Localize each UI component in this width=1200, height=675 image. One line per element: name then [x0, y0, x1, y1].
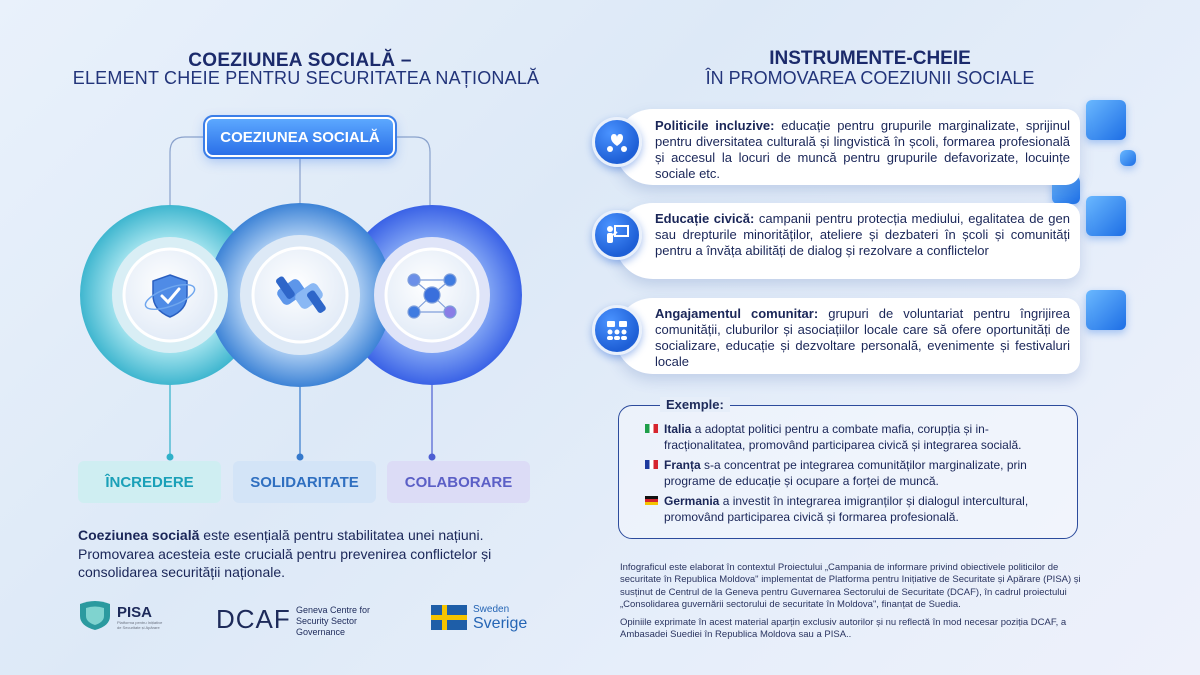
cube-decoration: [1086, 196, 1126, 236]
community-group-icon: [592, 305, 642, 355]
inclusion-hearts-icon: [592, 117, 642, 167]
card-community-text: [655, 306, 1070, 369]
left-title-line2: ELEMENT CHEIE PENTRU SECURITATEA NAȚIONALĂ: [72, 68, 540, 88]
pisa-subtitle: Platforma pentru Inițiative de Securitate și Apărare: [117, 620, 163, 630]
example-germany: [645, 493, 1070, 525]
card-civic-body: campanii pentru protecția mediului, egalitatea de gen sau drepturile minorităților, ateliere și dezbateri în școli și comunități pentru a învăța abilități de dialog și rezolvare a conflictelor: [655, 211, 1070, 258]
card-inclusive-text: [655, 118, 1070, 181]
dcaf-name: DCAF: [216, 604, 291, 634]
pillar-label-trust: ÎNCREDERE: [78, 461, 221, 503]
left-description: [78, 526, 548, 582]
sverige-label: Sverige: [473, 615, 528, 632]
germany-flag-icon: [645, 496, 658, 505]
card-inclusive-title: Politicile incluzive:: [655, 118, 775, 133]
card-community-title: Angajamentul comunitar:: [655, 306, 819, 321]
pisa-logo-icon: [76, 600, 114, 632]
italy-flag-icon: [645, 424, 658, 433]
pillar-label-collaboration: COLABORARE: [387, 461, 530, 503]
card-civic-text: [655, 211, 1070, 259]
example-france-country: Franța: [664, 458, 701, 472]
footnote-disclaimer: Opiniile exprimate în acest material aparțin exclusiv autorilor și nu reflectă în mod necesar poziția DCAF, a Ambasadei Suediei în Republica Moldova sau a PISA..: [620, 617, 1067, 641]
example-italy-country: Italia: [664, 422, 692, 436]
example-italy: [645, 421, 1070, 453]
cube-decoration: [1120, 150, 1136, 166]
pillars-diagram: [0, 0, 600, 470]
pillar-label-solidarity: SOLIDARITATE: [233, 461, 376, 503]
example-germany-country: Germania: [664, 494, 720, 508]
examples-label: Exemple:: [660, 397, 730, 412]
card-inclusive-body: educație pentru grupurile marginalizate, sprijinul pentru diversitatea culturală și lingvistică în școli, formarea profesională și accesul la locuri de muncă pentru grupurile defavorizate, locuințe sociale etc.: [655, 118, 1070, 181]
cube-decoration: [1086, 100, 1126, 140]
pisa-name: PISA: [117, 604, 153, 621]
france-flag-icon: [645, 460, 658, 469]
right-title-line2: ÎN PROMOVAREA COEZIUNII SOCIALE: [705, 68, 1035, 88]
example-france: [645, 457, 1070, 489]
example-france-line2: programe de educație și ocupare a forței de muncă.: [664, 474, 939, 489]
card-community-body: grupuri de voluntariat pentru îngrijirea comunității, cluburilor și asociațiilor locale care să ofere oportunități de socializare, educație și dezvoltare personală, evenimente și festivaluri locale: [655, 306, 1070, 369]
example-germany-line2: promovând participarea civică și formarea profesională.: [664, 510, 959, 525]
teacher-board-icon: [592, 210, 642, 260]
example-italy-line1: a adoptat politici pentru a combate mafia, corupția și in-: [691, 422, 989, 436]
social-cohesion-box: COEZIUNEA SOCIALĂ: [205, 117, 395, 157]
description-rest: este esențială pentru stabilitatea unei națiuni. Promovarea acesteia este crucială pentru prevenirea conflictelor și consolidarea securității naționale.: [78, 527, 492, 581]
example-france-line1: s-a concentrat pe integrarea comunităților marginalizate, prin: [700, 458, 1027, 472]
dcaf-subtitle: Geneva Centre for Security Sector Governance: [296, 605, 371, 637]
sweden-label: Sweden: [473, 604, 510, 615]
left-title-line1: COEZIUNEA SOCIALĂ –: [188, 50, 412, 71]
card-civic-title: Educație civică:: [655, 211, 755, 226]
right-title-line1: INSTRUMENTE-CHEIE: [769, 48, 971, 69]
cube-decoration: [1086, 290, 1126, 330]
example-italy-line2: fracționalitatea, promovând participarea civică și integrarea socială.: [664, 438, 1022, 453]
footnote-project: Infograficul este elaborat în contextul Proiectului „Campania de informare privind obiectivele politicilor de securitate în Republica Moldova" implementat de Platforma pentru Inițiative de Securitate și Apărare (PISA) și susținut de Centrul de la Geneva pentru Guvernarea Sectorului de Securitate (DCAF), în cadrul proiectului „Consolidarea guvernării sectorului de securitate în Moldova", finanțat de Suedia.: [620, 562, 1081, 611]
description-bold: Coeziunea socială: [78, 527, 200, 543]
example-germany-line1: a investit în integrarea imigranților și dialogul intercultural,: [719, 494, 1029, 508]
sweden-flag-icon: [431, 605, 467, 630]
